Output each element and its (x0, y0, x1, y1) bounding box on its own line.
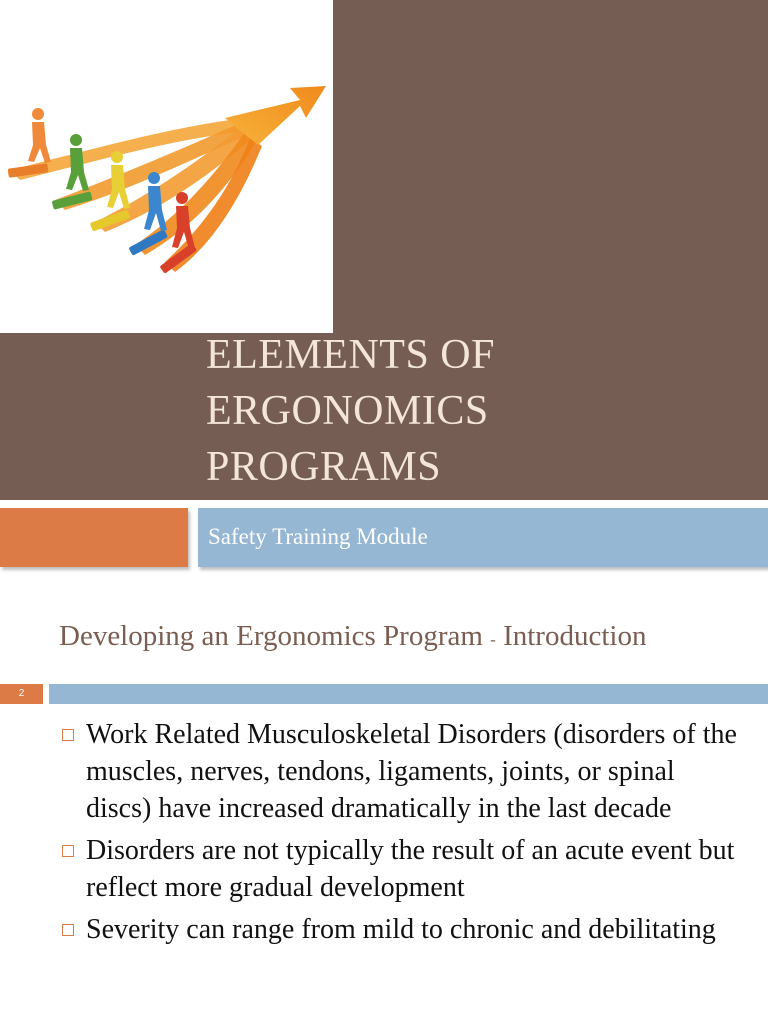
people-arrow-illustration (0, 0, 333, 333)
slide-subtitle: Safety Training Module (208, 524, 428, 549)
content-slide (0, 592, 768, 1024)
heading-tail: Introduction (503, 620, 647, 652)
list-item (60, 832, 740, 906)
bullet-text: Severity can range from mild to chronic and debilitating (86, 914, 716, 945)
bullet-text: Work Related Musculoskeletal Disorders (disorders of the muscles, nerves, tendons, ligaments, joints, or spinal discs) have increased dramatically in the last decade (86, 719, 737, 824)
title-line-1: ELEMENTS OF (206, 332, 495, 378)
bullet-text: Disorders are not typically the result of an acute event but reflect more gradual development (86, 835, 735, 903)
accent-bar-orange (0, 508, 188, 567)
heading-main: Developing an Ergonomics Program (59, 620, 483, 652)
slide-title (206, 327, 746, 495)
header-bar (49, 684, 768, 704)
bullet-list (60, 716, 740, 953)
square-bullet-icon (62, 845, 74, 857)
ergonomics-arrow-image (0, 0, 333, 333)
slide-number-badge (0, 684, 43, 704)
square-bullet-icon (62, 924, 74, 936)
list-item (60, 716, 740, 827)
slide-heading (59, 620, 646, 653)
square-bullet-icon (62, 729, 74, 741)
title-line-2: ERGONOMICS (206, 388, 489, 434)
title-line-3: PROGRAMS (206, 444, 442, 490)
slide-number: 2 (18, 688, 25, 699)
list-item (60, 911, 740, 948)
heading-separator: - (490, 630, 496, 649)
